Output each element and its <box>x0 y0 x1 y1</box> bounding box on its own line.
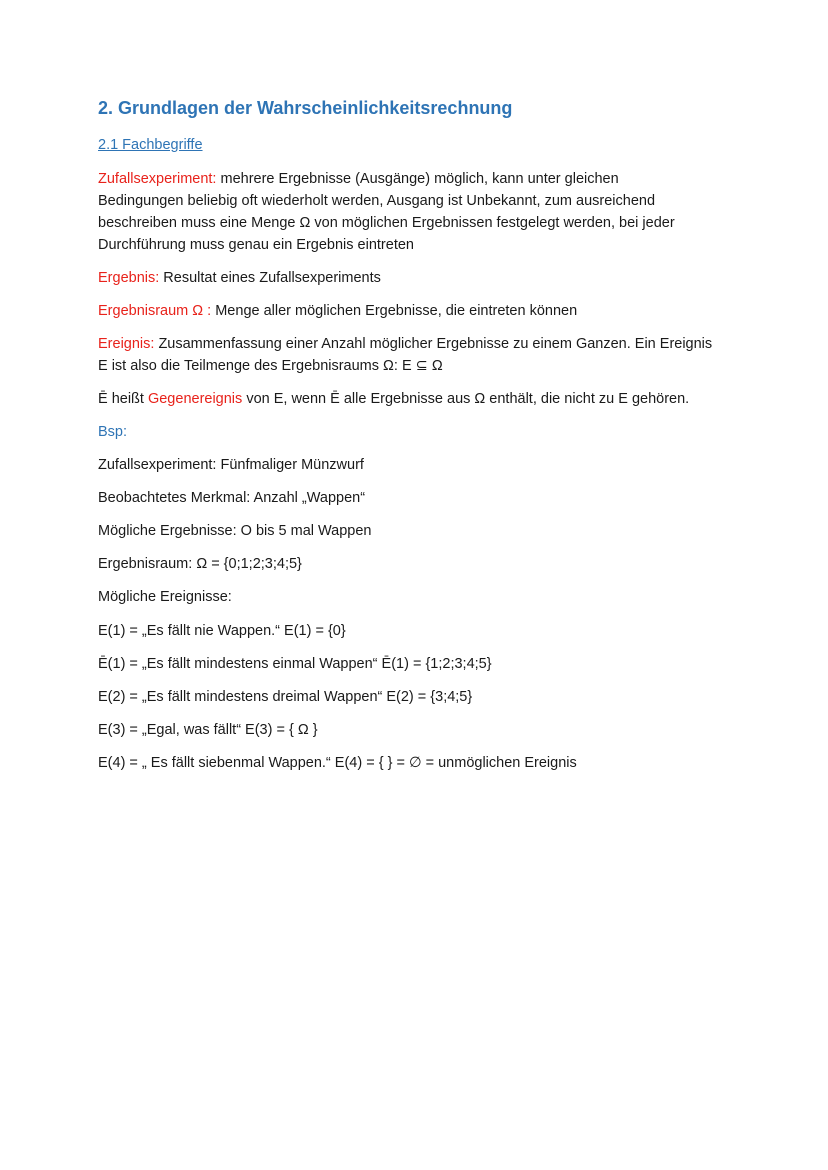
definition-text: mehrere Ergebnisse (Ausgänge) möglich, kann unter gleichen <box>216 171 619 187</box>
term-ergebnis: Ergebnis: <box>98 270 160 286</box>
term-ereignis: Ereignis: <box>98 336 155 352</box>
example-line: E(1) = „Es fällt nie Wappen.“ E(1) = {0} <box>98 623 346 639</box>
definition-ergebnisraum <box>98 300 577 322</box>
example-line: Zufallsexperiment: Fünfmaliger Münzwurf <box>98 457 364 473</box>
gegenereignis-suffix: von E, wenn Ē alle Ergebnisse aus Ω enthält, die nicht zu E gehören. <box>242 391 690 407</box>
definition-zufallsexperiment-line-1 <box>98 168 619 190</box>
example-line: Mögliche Ereignisse: <box>98 589 232 605</box>
gegenereignis-prefix: Ē heißt <box>98 391 148 407</box>
definition-zufallsexperiment-line-2: Bedingungen beliebig oft wiederholt werden, Ausgang ist Unbekannt, zum ausreichend <box>98 193 656 209</box>
definition-text: Zusammenfassung einer Anzahl möglicher Ergebnisse zu einem Ganzen. Ein Ereignis <box>154 336 713 352</box>
definition-zufallsexperiment-line-3: beschreiben muss eine Menge Ω von möglichen Ergebnissen festgelegt werden, bei jeder <box>98 215 675 231</box>
definition-ereignis-line-1 <box>98 333 712 355</box>
term-ergebnisraum: Ergebnisraum Ω : <box>98 303 212 319</box>
definition-gegenereignis <box>98 388 689 410</box>
definition-text: Resultat eines Zufallsexperiments <box>159 270 381 286</box>
example-line: Ē(1) = „Es fällt mindestens einmal Wappen“ Ē(1) = {1;2;3;4;5} <box>98 656 492 672</box>
definition-zufallsexperiment-line-4: Durchführung muss genau ein Ergebnis eintreten <box>98 237 414 253</box>
section-heading: 2. Grundlagen der Wahrscheinlichkeitsrechnung <box>98 98 513 118</box>
definition-ergebnis <box>98 267 381 289</box>
example-label: Bsp: <box>98 424 128 440</box>
example-line: Ergebnisraum: Ω = {0;1;2;3;4;5} <box>98 556 302 572</box>
example-line: E(4) = „ Es fällt siebenmal Wappen.“ E(4) = { } = ∅ = unmöglichen Ereignis <box>98 755 577 771</box>
example-line: Beobachtetes Merkmal: Anzahl „Wappen“ <box>98 490 366 506</box>
subsection-heading[interactable]: 2.1 Fachbegriffe <box>98 137 203 153</box>
definition-text: Menge aller möglichen Ergebnisse, die eintreten können <box>211 303 578 319</box>
term-gegenereignis: Gegenereignis <box>147 391 243 407</box>
term-zufallsexperiment: Zufallsexperiment: <box>98 171 217 187</box>
example-line: Mögliche Ergebnisse: O bis 5 mal Wappen <box>98 523 372 539</box>
example-line: E(3) = „Egal, was fällt“ E(3) = { Ω } <box>98 722 318 738</box>
definition-ereignis-line-2: E ist also die Teilmenge des Ergebnisraums Ω: E ⊆ Ω <box>98 358 443 374</box>
example-line: E(2) = „Es fällt mindestens dreimal Wappen“ E(2) = {3;4;5} <box>98 689 473 705</box>
